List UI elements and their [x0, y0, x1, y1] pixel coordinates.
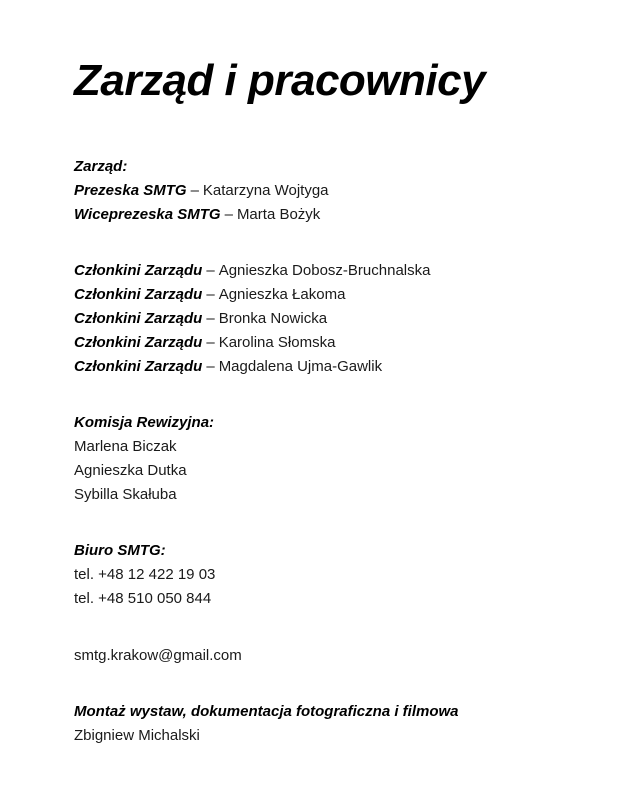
- separator: –: [206, 310, 215, 327]
- audit-section: [74, 411, 614, 507]
- office-heading: Biuro SMTG:: [74, 542, 166, 559]
- person-name: Katarzyna Wojtyga: [202, 182, 329, 199]
- person-name: Agnieszka Łakoma: [218, 286, 346, 303]
- role-label: Prezeska SMTG: [74, 182, 187, 199]
- board-member-row: [74, 259, 614, 283]
- board-row: [74, 179, 614, 203]
- production-section: [74, 700, 614, 748]
- separator: –: [206, 358, 215, 375]
- production-name: Zbigniew Michalski: [74, 727, 200, 744]
- email-section: [74, 644, 614, 668]
- production-heading: Montaż wystaw, dokumentacja fotograficzna i filmowa: [74, 703, 459, 720]
- board-row: [74, 203, 614, 227]
- board-members-section: [74, 259, 614, 379]
- audit-heading: Komisja Rewizyjna:: [74, 414, 215, 431]
- board-member-row: [74, 307, 614, 331]
- audit-name: Marlena Biczak: [74, 438, 177, 455]
- email-address[interactable]: smtg.krakow@gmail.com: [74, 647, 242, 664]
- board-member-row: [74, 283, 614, 307]
- person-name: Karolina Słomska: [218, 334, 336, 351]
- separator: –: [206, 334, 215, 351]
- board-member-row: [74, 331, 614, 355]
- office-section: [74, 539, 614, 611]
- separator: –: [206, 286, 215, 303]
- phone-number: tel. +48 12 422 19 03: [74, 566, 216, 583]
- phone-number: tel. +48 510 050 844: [74, 590, 212, 607]
- page-title: Zarząd i pracownicy: [74, 56, 486, 105]
- board-section: [74, 155, 614, 227]
- separator: –: [190, 182, 199, 199]
- board-heading: Zarząd:: [74, 158, 128, 175]
- role-label: Członkini Zarządu: [74, 334, 203, 351]
- role-label: Członkini Zarządu: [74, 286, 203, 303]
- role-label: Członkini Zarządu: [74, 358, 203, 375]
- role-label: Członkini Zarządu: [74, 310, 203, 327]
- separator: –: [224, 206, 233, 223]
- role-label: Członkini Zarządu: [74, 262, 203, 279]
- person-name: Magdalena Ujma-Gawlik: [218, 358, 383, 375]
- board-member-row: [74, 355, 614, 379]
- audit-name: Agnieszka Dutka: [74, 462, 187, 479]
- person-name: Marta Bożyk: [236, 206, 321, 223]
- person-name: Bronka Nowicka: [218, 310, 328, 327]
- role-label: Wiceprezeska SMTG: [74, 206, 221, 223]
- audit-name: Sybilla Skałuba: [74, 486, 177, 503]
- separator: –: [206, 262, 215, 279]
- person-name: Agnieszka Dobosz-Bruchnalska: [218, 262, 431, 279]
